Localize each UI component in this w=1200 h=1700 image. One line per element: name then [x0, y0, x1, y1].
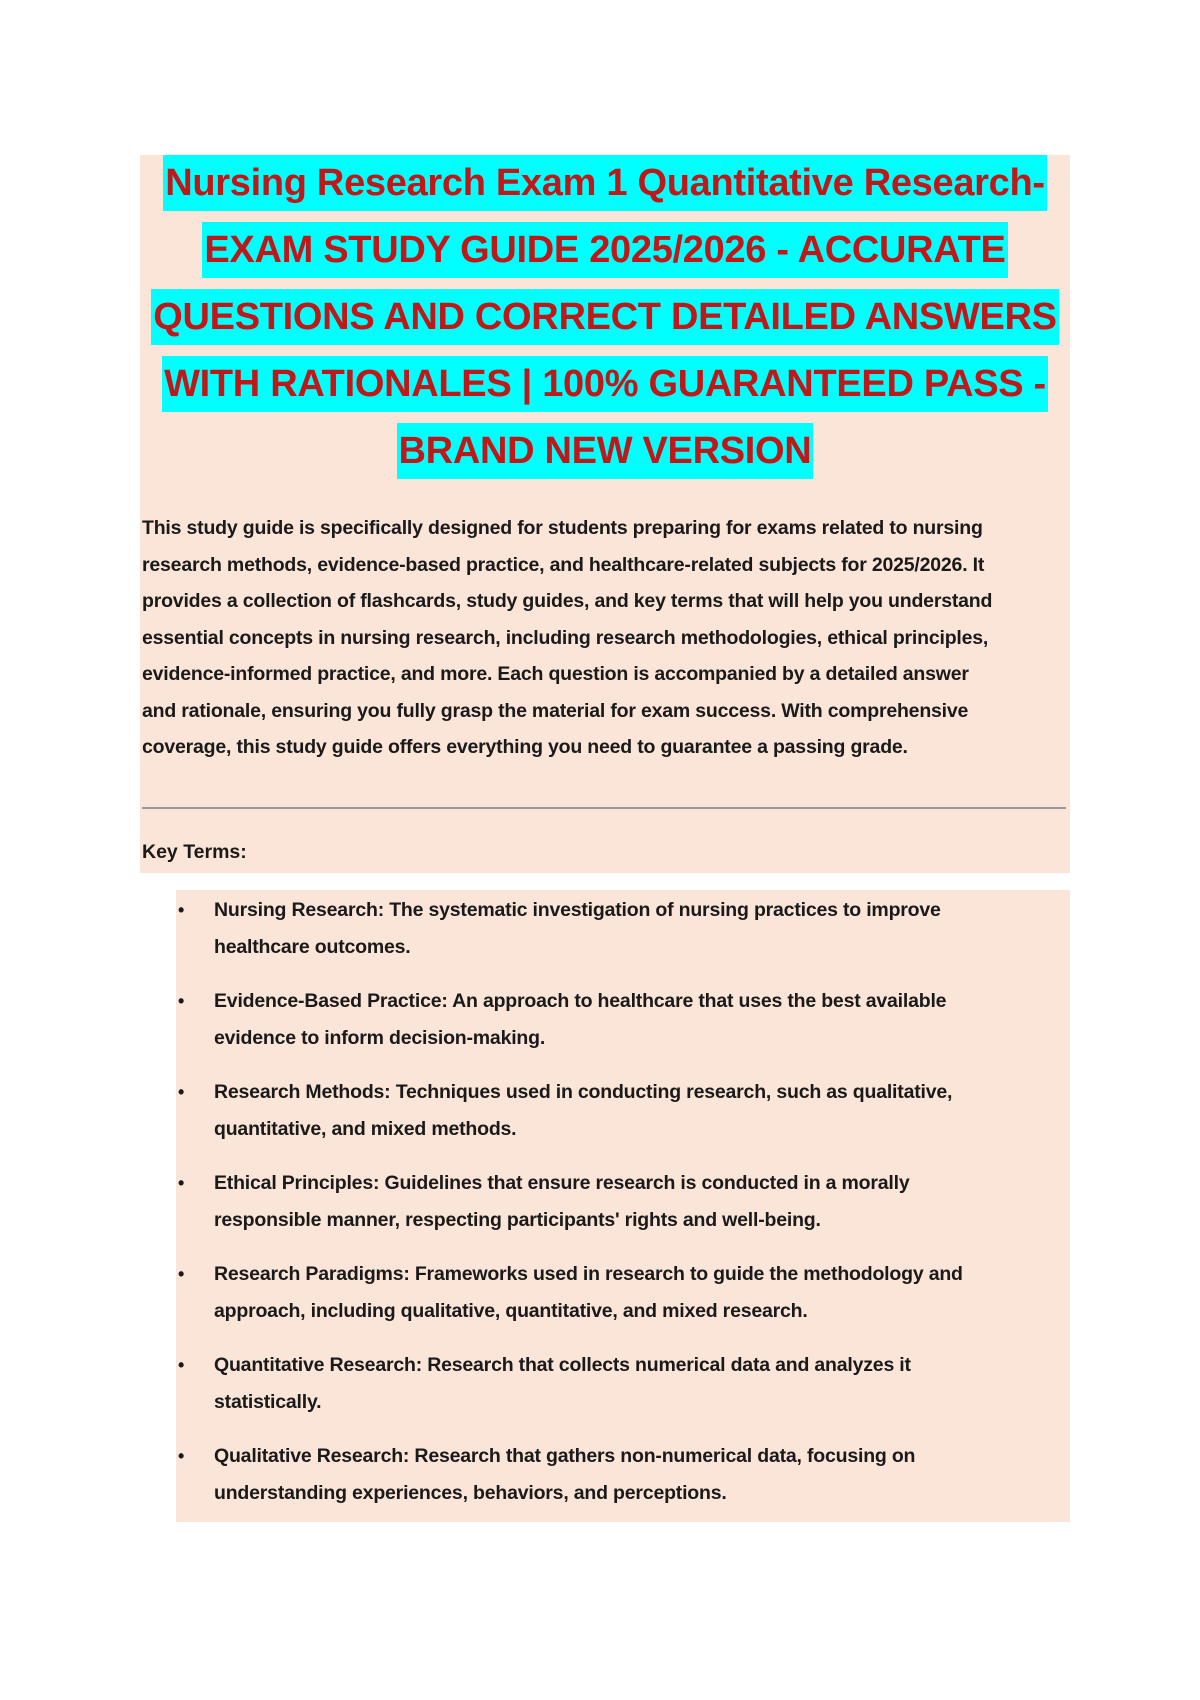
- intro-section: [140, 155, 1070, 873]
- document-title: [140, 155, 1070, 490]
- term-line: healthcare outcomes.: [214, 935, 411, 958]
- title-line-5: BRAND NEW VERSION: [397, 423, 814, 479]
- term-line: statistically.: [214, 1390, 322, 1413]
- bullet-icon: •: [178, 1446, 185, 1466]
- bullet-icon: •: [178, 900, 185, 920]
- intro-paragraph: [142, 510, 1067, 766]
- bullet-icon: •: [178, 1264, 185, 1284]
- title-line-2: EXAM STUDY GUIDE 2025/2026 - ACCURATE: [202, 222, 1007, 278]
- key-term-item: [176, 1438, 1014, 1511]
- bullet-icon: •: [178, 1355, 185, 1375]
- key-term-item: [176, 983, 1014, 1056]
- term-line: understanding experiences, behaviors, and perceptions.: [214, 1481, 727, 1504]
- intro-line: research methods, evidence-based practice, and healthcare-related subjects for 2025/2026. It: [142, 553, 985, 576]
- term-line: Research Methods: Techniques used in conducting research, such as qualitative,: [214, 1081, 953, 1103]
- intro-line: evidence-informed practice, and more. Each question is accompanied by a detailed answer: [142, 663, 969, 685]
- intro-line: coverage, this study guide offers everything you need to guarantee a passing grade.: [142, 736, 908, 758]
- intro-line: This study guide is specifically designed for students preparing for exams related to nursing: [142, 517, 983, 539]
- intro-line: essential concepts in nursing research, including research methodologies, ethical principles,: [142, 626, 989, 649]
- term-line: evidence to inform decision-making.: [214, 1026, 546, 1049]
- term-line: Ethical Principles: Guidelines that ensure research is conducted in a morally: [214, 1172, 910, 1194]
- term-line: quantitative, and mixed methods.: [214, 1117, 517, 1140]
- intro-line: and rationale, ensuring you fully grasp the material for exam success. With comprehensive: [142, 699, 969, 722]
- key-term-item: [176, 892, 1014, 965]
- key-term-item: [176, 1256, 1014, 1329]
- key-term-item: [176, 1165, 1014, 1238]
- title-line-1: Nursing Research Exam 1 Quantitative Research-: [163, 155, 1047, 211]
- bullet-icon: •: [178, 1082, 185, 1102]
- title-line-4: WITH RATIONALES | 100% GUARANTEED PASS -: [162, 356, 1048, 412]
- term-line: responsible manner, respecting participants' rights and well-being.: [214, 1208, 821, 1231]
- term-line: Quantitative Research: Research that collects numerical data and analyzes it: [214, 1354, 911, 1376]
- term-line: Nursing Research: The systematic investigation of nursing practices to improve: [214, 899, 941, 921]
- key-terms-list: [176, 892, 1070, 1529]
- bullet-icon: •: [178, 1173, 185, 1193]
- key-terms-section: [176, 890, 1070, 1522]
- term-line: approach, including qualitative, quantitative, and mixed research.: [214, 1299, 808, 1322]
- title-line-3: QUESTIONS AND CORRECT DETAILED ANSWERS: [151, 289, 1058, 345]
- intro-line: provides a collection of flashcards, study guides, and key terms that will help you understand: [142, 590, 993, 612]
- horizontal-divider: [142, 807, 1066, 809]
- term-line: Qualitative Research: Research that gathers non-numerical data, focusing on: [214, 1445, 916, 1467]
- term-line: Evidence-Based Practice: An approach to healthcare that uses the best available: [214, 990, 947, 1012]
- key-terms-heading: Key Terms:: [142, 841, 247, 863]
- key-term-item: [176, 1074, 1014, 1147]
- term-line: Research Paradigms: Frameworks used in research to guide the methodology and: [214, 1263, 963, 1285]
- bullet-icon: •: [178, 991, 185, 1011]
- key-term-item: [176, 1347, 1014, 1420]
